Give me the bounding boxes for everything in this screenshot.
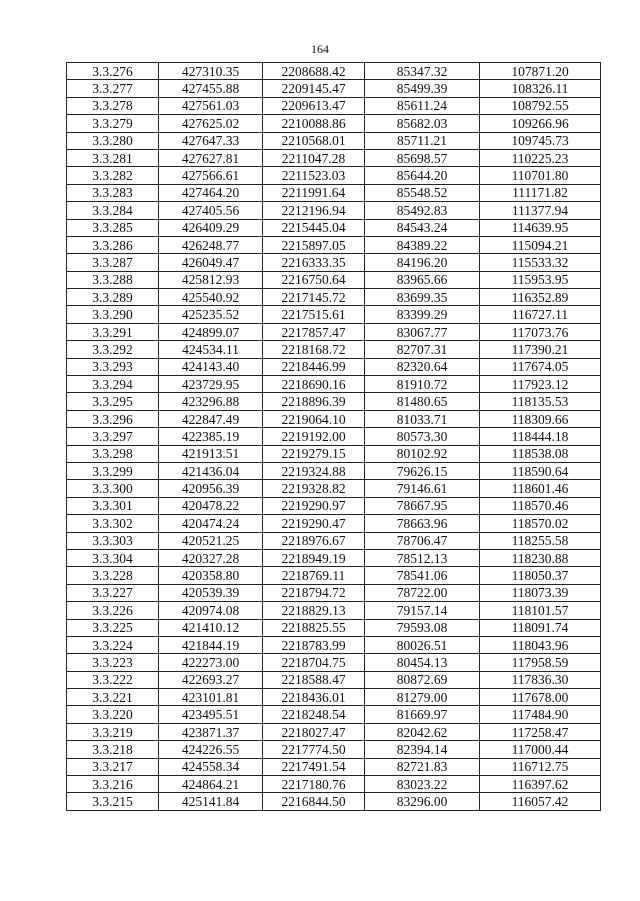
y-local-cell: 117258.47 [480,723,601,740]
y-coordinate-cell: 2218690.16 [263,376,365,393]
y-local-cell: 118135.53 [480,393,601,410]
table-row [67,671,601,688]
point-id-cell: 3.3.281 [67,149,159,166]
y-coordinate-cell: 2211047.28 [263,149,365,166]
y-coordinate-cell: 2217515.61 [263,306,365,323]
y-local-cell: 118590.64 [480,462,601,479]
x-local-cell: 83399.29 [365,306,480,323]
point-id-cell: 3.3.221 [67,689,159,706]
table-row [67,793,601,810]
table-row [67,289,601,306]
point-id-cell: 3.3.215 [67,793,159,810]
coordinates-table-body [67,63,601,811]
point-id-cell: 3.3.222 [67,671,159,688]
table-row [67,306,601,323]
x-local-cell: 81033.71 [365,410,480,427]
y-local-cell: 118570.02 [480,515,601,532]
x-coordinate-cell: 420474.24 [159,515,263,532]
y-local-cell: 118043.96 [480,636,601,653]
y-local-cell: 111171.82 [480,184,601,201]
x-local-cell: 80454.13 [365,654,480,671]
point-id-cell: 3.3.298 [67,445,159,462]
x-coordinate-cell: 420478.22 [159,497,263,514]
x-coordinate-cell: 424558.34 [159,758,263,775]
point-id-cell: 3.3.287 [67,254,159,271]
table-row [67,741,601,758]
y-coordinate-cell: 2219328.82 [263,480,365,497]
x-coordinate-cell: 421410.12 [159,619,263,636]
x-coordinate-cell: 427455.88 [159,80,263,97]
table-row [67,776,601,793]
y-coordinate-cell: 2218769.11 [263,567,365,584]
point-id-cell: 3.3.277 [67,80,159,97]
point-id-cell: 3.3.299 [67,462,159,479]
point-id-cell: 3.3.220 [67,706,159,723]
y-coordinate-cell: 2218027.47 [263,723,365,740]
table-row [67,689,601,706]
x-local-cell: 80026.51 [365,636,480,653]
point-id-cell: 3.3.276 [67,63,159,80]
x-local-cell: 80573.30 [365,428,480,445]
point-id-cell: 3.3.280 [67,132,159,149]
point-id-cell: 3.3.283 [67,184,159,201]
table-row [67,480,601,497]
y-coordinate-cell: 2212196.94 [263,202,365,219]
y-local-cell: 116397.62 [480,776,601,793]
y-local-cell: 118050.37 [480,567,601,584]
y-local-cell: 114639.95 [480,219,601,236]
y-local-cell: 117836.30 [480,671,601,688]
y-local-cell: 118601.46 [480,480,601,497]
x-local-cell: 84389.22 [365,236,480,253]
x-local-cell: 78663.96 [365,515,480,532]
y-local-cell: 116727.11 [480,306,601,323]
y-local-cell: 108792.55 [480,97,601,114]
x-coordinate-cell: 420539.39 [159,584,263,601]
x-local-cell: 85499.39 [365,80,480,97]
x-local-cell: 82707.31 [365,341,480,358]
x-coordinate-cell: 420956.39 [159,480,263,497]
point-id-cell: 3.3.294 [67,376,159,393]
point-id-cell: 3.3.290 [67,306,159,323]
x-local-cell: 78512.13 [365,549,480,566]
y-local-cell: 111377.94 [480,202,601,219]
x-coordinate-cell: 425540.92 [159,289,263,306]
y-coordinate-cell: 2219290.97 [263,497,365,514]
x-coordinate-cell: 424226.55 [159,741,263,758]
x-local-cell: 79146.61 [365,480,480,497]
table-row [67,410,601,427]
table-row [67,445,601,462]
x-coordinate-cell: 427625.02 [159,115,263,132]
y-local-cell: 118444.18 [480,428,601,445]
point-id-cell: 3.3.291 [67,323,159,340]
point-id-cell: 3.3.289 [67,289,159,306]
x-local-cell: 78667.95 [365,497,480,514]
page-number: 164 [311,42,329,56]
table-row [67,584,601,601]
x-local-cell: 85492.83 [365,202,480,219]
y-local-cell: 116352.89 [480,289,601,306]
table-row [67,254,601,271]
x-local-cell: 85698.57 [365,149,480,166]
x-coordinate-cell: 426409.29 [159,219,263,236]
x-coordinate-cell: 423101.81 [159,689,263,706]
x-coordinate-cell: 425235.52 [159,306,263,323]
table-row [67,80,601,97]
point-id-cell: 3.3.227 [67,584,159,601]
x-local-cell: 79157.14 [365,602,480,619]
x-local-cell: 79593.08 [365,619,480,636]
x-local-cell: 85644.20 [365,167,480,184]
table-row [67,115,601,132]
y-local-cell: 118309.66 [480,410,601,427]
x-coordinate-cell: 423871.37 [159,723,263,740]
table-row [67,376,601,393]
y-local-cell: 110701.80 [480,167,601,184]
y-coordinate-cell: 2208688.42 [263,63,365,80]
x-local-cell: 78541.06 [365,567,480,584]
y-coordinate-cell: 2218949.19 [263,549,365,566]
x-coordinate-cell: 425141.84 [159,793,263,810]
point-id-cell: 3.3.295 [67,393,159,410]
table-row [67,723,601,740]
x-local-cell: 78706.47 [365,532,480,549]
y-coordinate-cell: 2218168.72 [263,341,365,358]
x-local-cell: 85611.24 [365,97,480,114]
y-local-cell: 115533.32 [480,254,601,271]
y-coordinate-cell: 2217857.47 [263,323,365,340]
x-coordinate-cell: 423495.51 [159,706,263,723]
table-row [67,549,601,566]
x-coordinate-cell: 427405.56 [159,202,263,219]
y-coordinate-cell: 2210568.01 [263,132,365,149]
y-coordinate-cell: 2217180.76 [263,776,365,793]
table-row [67,323,601,340]
y-coordinate-cell: 2216333.35 [263,254,365,271]
point-id-cell: 3.3.219 [67,723,159,740]
point-id-cell: 3.3.228 [67,567,159,584]
y-local-cell: 110225.23 [480,149,601,166]
y-coordinate-cell: 2210088.86 [263,115,365,132]
y-local-cell: 108326.11 [480,80,601,97]
y-coordinate-cell: 2218248.54 [263,706,365,723]
table-row [67,497,601,514]
x-local-cell: 85682.03 [365,115,480,132]
x-local-cell: 81480.65 [365,393,480,410]
x-coordinate-cell: 421844.19 [159,636,263,653]
table-row [67,341,601,358]
y-coordinate-cell: 2211523.03 [263,167,365,184]
table-row [67,636,601,653]
y-local-cell: 117000.44 [480,741,601,758]
table-row [67,236,601,253]
point-id-cell: 3.3.278 [67,97,159,114]
table-row [67,567,601,584]
table-row [67,132,601,149]
point-id-cell: 3.3.282 [67,167,159,184]
y-local-cell: 117678.00 [480,689,601,706]
y-coordinate-cell: 2218825.55 [263,619,365,636]
table-row [67,393,601,410]
y-local-cell: 109745.73 [480,132,601,149]
table-row [67,358,601,375]
y-coordinate-cell: 2216750.64 [263,271,365,288]
y-local-cell: 117674.05 [480,358,601,375]
table-row [67,758,601,775]
x-local-cell: 83023.22 [365,776,480,793]
x-coordinate-cell: 424899.07 [159,323,263,340]
x-local-cell: 84196.20 [365,254,480,271]
x-coordinate-cell: 427647.33 [159,132,263,149]
point-id-cell: 3.3.288 [67,271,159,288]
x-coordinate-cell: 420974.08 [159,602,263,619]
point-id-cell: 3.3.225 [67,619,159,636]
y-coordinate-cell: 2218783.99 [263,636,365,653]
y-local-cell: 117958.59 [480,654,601,671]
table-row [67,515,601,532]
x-local-cell: 85711.21 [365,132,480,149]
y-local-cell: 109266.96 [480,115,601,132]
point-id-cell: 3.3.297 [67,428,159,445]
x-coordinate-cell: 422385.19 [159,428,263,445]
y-local-cell: 115953.95 [480,271,601,288]
table-row [67,63,601,80]
point-id-cell: 3.3.223 [67,654,159,671]
y-local-cell: 118538.08 [480,445,601,462]
y-coordinate-cell: 2219192.00 [263,428,365,445]
y-coordinate-cell: 2218446.99 [263,358,365,375]
table-row [67,654,601,671]
table-row [67,462,601,479]
y-coordinate-cell: 2218436.01 [263,689,365,706]
x-local-cell: 84543.24 [365,219,480,236]
y-coordinate-cell: 2211991.64 [263,184,365,201]
table-row [67,602,601,619]
x-coordinate-cell: 426248.77 [159,236,263,253]
y-local-cell: 107871.20 [480,63,601,80]
x-local-cell: 81279.00 [365,689,480,706]
x-local-cell: 83296.00 [365,793,480,810]
y-coordinate-cell: 2217774.50 [263,741,365,758]
table-row [67,619,601,636]
x-local-cell: 81910.72 [365,376,480,393]
y-coordinate-cell: 2217145.72 [263,289,365,306]
x-coordinate-cell: 420358.80 [159,567,263,584]
y-coordinate-cell: 2216844.50 [263,793,365,810]
y-local-cell: 117390.21 [480,341,601,358]
x-coordinate-cell: 422847.49 [159,410,263,427]
y-local-cell: 117923.12 [480,376,601,393]
y-coordinate-cell: 2217491.54 [263,758,365,775]
x-coordinate-cell: 425812.93 [159,271,263,288]
y-coordinate-cell: 2219064.10 [263,410,365,427]
point-id-cell: 3.3.304 [67,549,159,566]
x-local-cell: 83699.35 [365,289,480,306]
point-id-cell: 3.3.284 [67,202,159,219]
x-coordinate-cell: 420521.25 [159,532,263,549]
y-local-cell: 118101.57 [480,602,601,619]
x-local-cell: 82042.62 [365,723,480,740]
y-local-cell: 118255.58 [480,532,601,549]
point-id-cell: 3.3.302 [67,515,159,532]
x-coordinate-cell: 427566.61 [159,167,263,184]
table-row [67,167,601,184]
y-local-cell: 118073.39 [480,584,601,601]
y-coordinate-cell: 2218704.75 [263,654,365,671]
x-local-cell: 85347.32 [365,63,480,80]
point-id-cell: 3.3.292 [67,341,159,358]
x-coordinate-cell: 427464.20 [159,184,263,201]
table-row [67,271,601,288]
x-local-cell: 80872.69 [365,671,480,688]
x-local-cell: 79626.15 [365,462,480,479]
table-row [67,202,601,219]
x-coordinate-cell: 427310.35 [159,63,263,80]
point-id-cell: 3.3.301 [67,497,159,514]
point-id-cell: 3.3.286 [67,236,159,253]
coordinates-table [66,62,601,811]
point-id-cell: 3.3.224 [67,636,159,653]
y-coordinate-cell: 2218588.47 [263,671,365,688]
x-coordinate-cell: 427627.81 [159,149,263,166]
point-id-cell: 3.3.218 [67,741,159,758]
x-coordinate-cell: 424864.21 [159,776,263,793]
x-local-cell: 85548.52 [365,184,480,201]
table-row [67,184,601,201]
x-coordinate-cell: 421913.51 [159,445,263,462]
x-coordinate-cell: 427561.03 [159,97,263,114]
table-row [67,532,601,549]
y-coordinate-cell: 2209145.47 [263,80,365,97]
y-coordinate-cell: 2218794.72 [263,584,365,601]
point-id-cell: 3.3.216 [67,776,159,793]
x-coordinate-cell: 423296.88 [159,393,263,410]
x-coordinate-cell: 422693.27 [159,671,263,688]
x-coordinate-cell: 421436.04 [159,462,263,479]
y-coordinate-cell: 2209613.47 [263,97,365,114]
x-coordinate-cell: 423729.95 [159,376,263,393]
x-local-cell: 78722.00 [365,584,480,601]
x-local-cell: 80102.92 [365,445,480,462]
x-coordinate-cell: 426049.47 [159,254,263,271]
x-local-cell: 83067.77 [365,323,480,340]
y-local-cell: 118230.88 [480,549,601,566]
x-local-cell: 83965.66 [365,271,480,288]
y-coordinate-cell: 2218829.13 [263,602,365,619]
x-local-cell: 82394.14 [365,741,480,758]
y-local-cell: 118570.46 [480,497,601,514]
point-id-cell: 3.3.217 [67,758,159,775]
point-id-cell: 3.3.303 [67,532,159,549]
y-local-cell: 118091.74 [480,619,601,636]
point-id-cell: 3.3.285 [67,219,159,236]
y-local-cell: 117484.90 [480,706,601,723]
y-local-cell: 117073.76 [480,323,601,340]
y-coordinate-cell: 2219279.15 [263,445,365,462]
x-local-cell: 82320.64 [365,358,480,375]
x-local-cell: 82721.83 [365,758,480,775]
table-row [67,428,601,445]
table-row [67,149,601,166]
y-local-cell: 116057.42 [480,793,601,810]
y-coordinate-cell: 2219290.47 [263,515,365,532]
y-coordinate-cell: 2215445.04 [263,219,365,236]
point-id-cell: 3.3.296 [67,410,159,427]
y-coordinate-cell: 2218976.67 [263,532,365,549]
table-row [67,706,601,723]
x-local-cell: 81669.97 [365,706,480,723]
y-coordinate-cell: 2219324.88 [263,462,365,479]
x-coordinate-cell: 424143.40 [159,358,263,375]
point-id-cell: 3.3.226 [67,602,159,619]
x-coordinate-cell: 424534.11 [159,341,263,358]
table-row [67,219,601,236]
point-id-cell: 3.3.300 [67,480,159,497]
x-coordinate-cell: 422273.00 [159,654,263,671]
y-local-cell: 115094.21 [480,236,601,253]
point-id-cell: 3.3.279 [67,115,159,132]
y-coordinate-cell: 2218896.39 [263,393,365,410]
table-row [67,97,601,114]
x-coordinate-cell: 420327.28 [159,549,263,566]
point-id-cell: 3.3.293 [67,358,159,375]
y-coordinate-cell: 2215897.05 [263,236,365,253]
y-local-cell: 116712.75 [480,758,601,775]
